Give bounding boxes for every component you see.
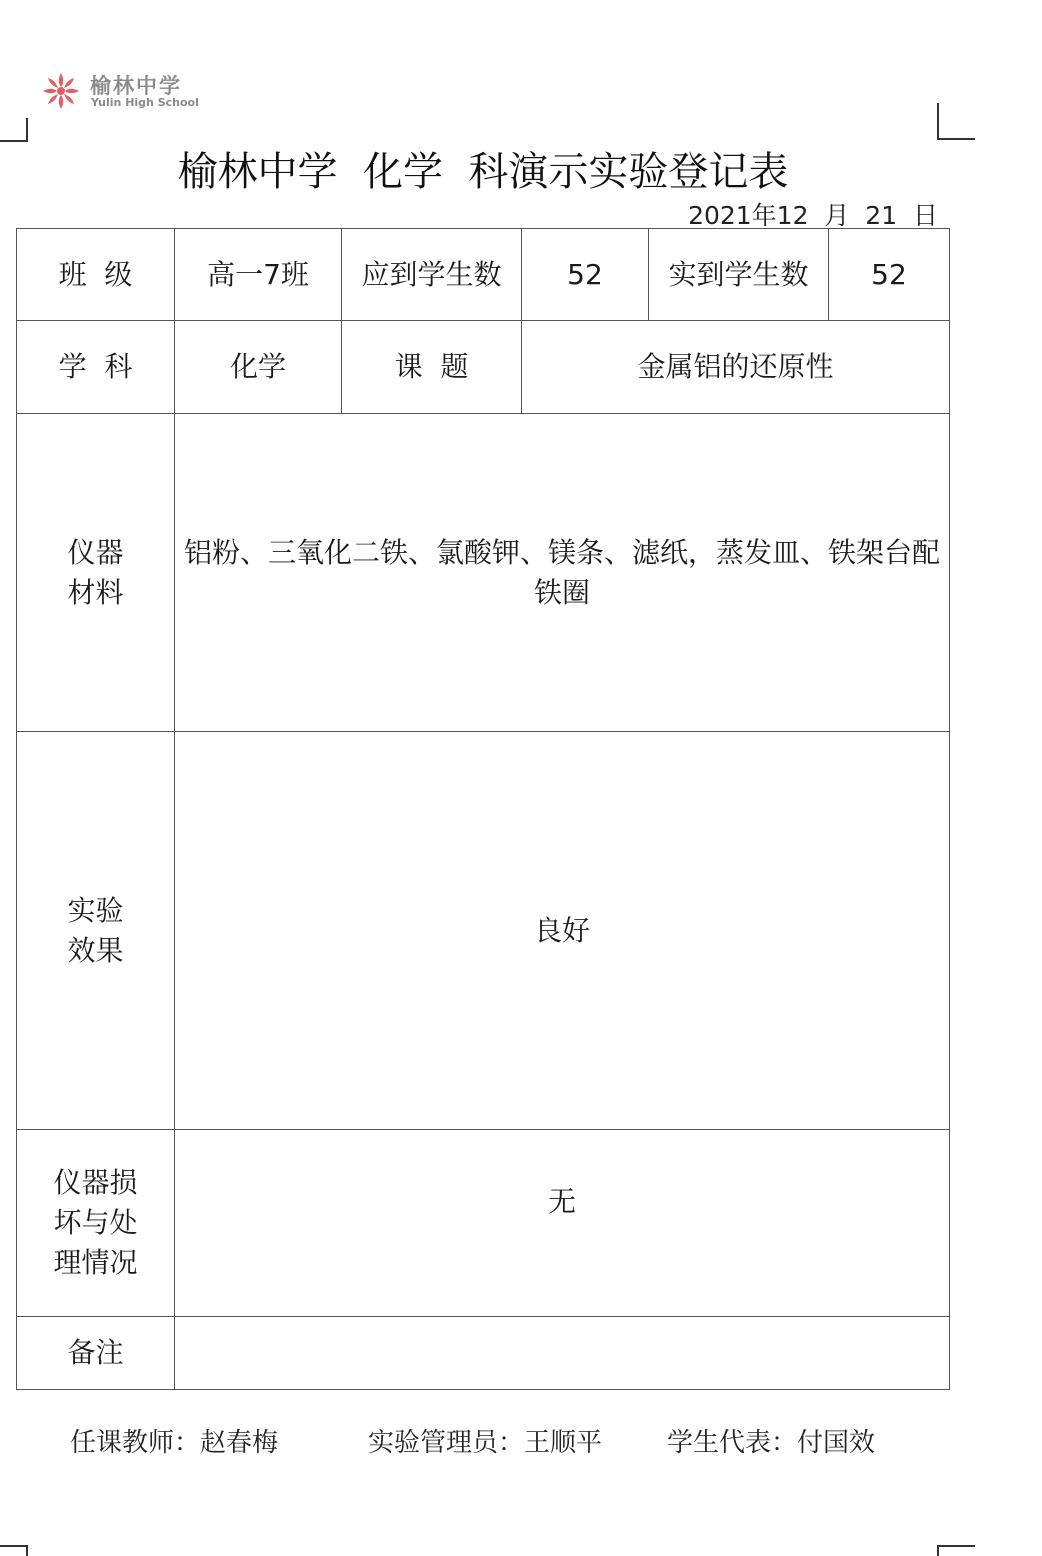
materials-value: 铝粉、三氧化二铁、氯酸钾、镁条、滤纸，蒸发皿、铁架台配铁圈 xyxy=(175,414,950,732)
document-title: 榆林中学 化学 科演示实验登记表 xyxy=(177,149,789,195)
crop-mark-top-right xyxy=(937,103,975,140)
lab-admin-signature: 实验管理员：王顺平 xyxy=(368,1428,603,1458)
school-logo xyxy=(40,70,240,114)
class-label: 班 级 xyxy=(17,229,175,321)
damage-label-line: 理情况 xyxy=(53,1246,138,1279)
effect-label-line: 效果 xyxy=(67,933,124,967)
damage-label xyxy=(17,1130,175,1317)
materials-label-line: 仪器 xyxy=(67,535,124,569)
damage-value: 无 xyxy=(175,1130,950,1317)
actual-students-label: 实到学生数 xyxy=(649,229,829,321)
teacher-signature: 任课教师：赵春梅 xyxy=(70,1428,279,1458)
school-emblem-icon xyxy=(40,70,82,112)
expected-students-value: 52 xyxy=(522,229,649,321)
experiment-record-table xyxy=(16,228,950,1390)
expected-students-label: 应到学生数 xyxy=(342,229,522,321)
effect-value: 良好 xyxy=(175,732,950,1130)
crop-mark-top-left xyxy=(0,118,28,142)
damage-label-line: 坏与处 xyxy=(53,1206,138,1239)
table-row xyxy=(17,414,950,732)
materials-label xyxy=(17,414,175,732)
table-row xyxy=(17,1130,950,1317)
table-row xyxy=(17,229,950,321)
actual-students-value: 52 xyxy=(829,229,950,321)
record-date: 2021年12 月 21 日 xyxy=(688,201,938,230)
school-name-cn: 榆林中学 xyxy=(90,73,182,98)
effect-label xyxy=(17,732,175,1130)
crop-mark-bottom-left xyxy=(0,1545,28,1556)
student-rep-signature: 学生代表：付国效 xyxy=(667,1428,876,1458)
topic-value: 金属铝的还原性 xyxy=(522,321,950,414)
materials-label-line: 材料 xyxy=(67,575,124,609)
table-row xyxy=(17,732,950,1130)
school-name-en: Yulin High School xyxy=(91,96,199,109)
topic-label: 课 题 xyxy=(342,321,522,414)
table-row xyxy=(17,1317,950,1390)
remarks-value xyxy=(175,1317,950,1390)
subject-label: 学 科 xyxy=(17,321,175,414)
effect-label-line: 实验 xyxy=(67,893,124,927)
table-row xyxy=(17,321,950,414)
remarks-label: 备注 xyxy=(17,1317,175,1390)
subject-value: 化学 xyxy=(175,321,342,414)
damage-label-line: 仪器损 xyxy=(53,1166,138,1199)
crop-mark-bottom-right xyxy=(937,1545,975,1556)
class-value: 高一7班 xyxy=(175,229,342,321)
